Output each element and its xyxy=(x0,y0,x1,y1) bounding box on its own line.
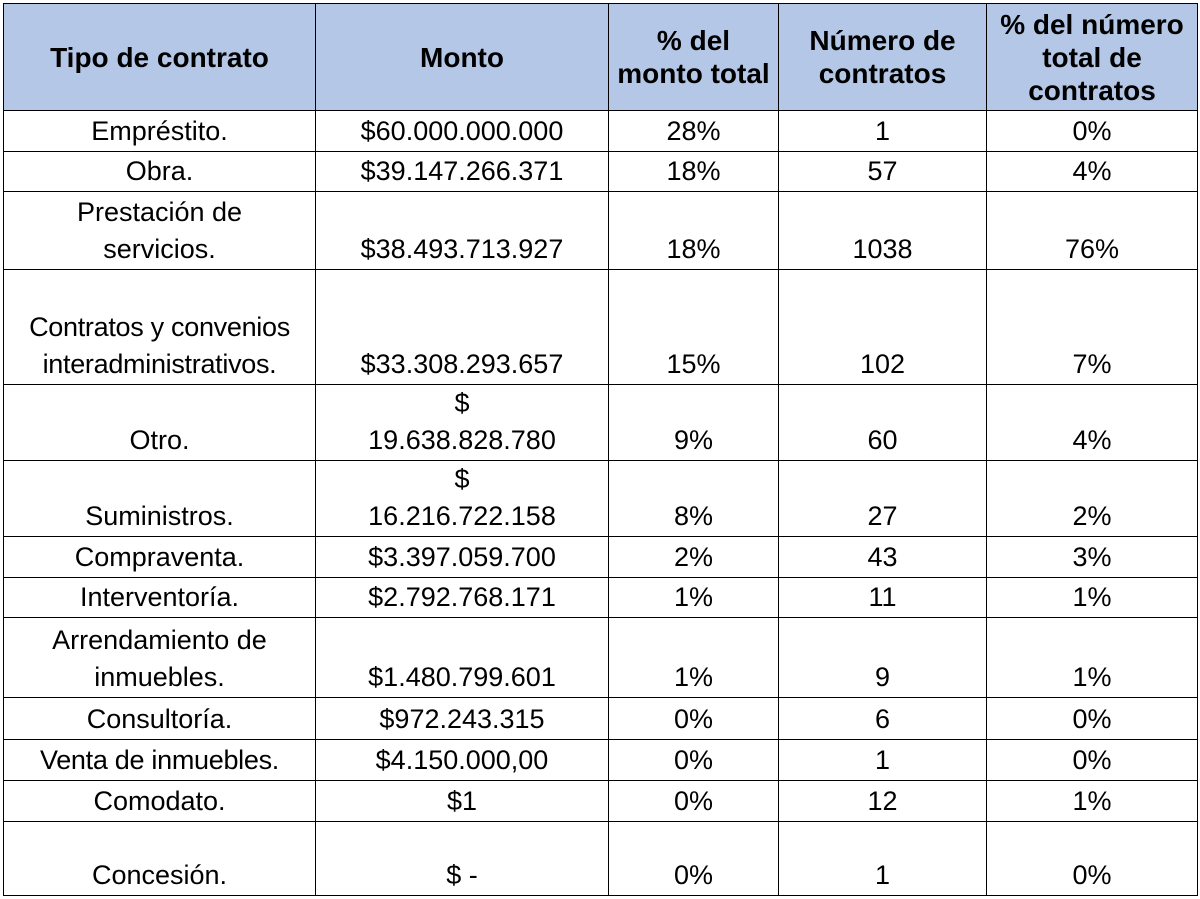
cell-monto: $4.150.000,00 xyxy=(316,739,609,780)
cell-pct-monto: 1% xyxy=(609,578,779,618)
table-row xyxy=(4,111,1198,152)
cell-numero: 27 xyxy=(779,460,987,536)
cell-numero: 102 xyxy=(779,270,987,384)
cell-pct-numero: 1% xyxy=(987,780,1198,821)
cell-numero: 1 xyxy=(779,739,987,780)
cell-numero: 57 xyxy=(779,152,987,192)
table-row xyxy=(4,739,1198,780)
table-row xyxy=(4,537,1198,578)
cell-pct-monto: 15% xyxy=(609,270,779,384)
cell-pct-monto: 8% xyxy=(609,460,779,536)
cell-tipo: Obra. xyxy=(4,152,316,192)
cell-pct-numero: 0% xyxy=(987,111,1198,152)
cell-tipo: Empréstito. xyxy=(4,111,316,152)
cell-numero: 1 xyxy=(779,111,987,152)
cell-monto: $3.397.059.700 xyxy=(316,537,609,578)
cell-monto: $38.493.713.927 xyxy=(316,192,609,270)
cell-tipo: Venta de inmuebles. xyxy=(4,739,316,780)
cell-tipo: Suministros. xyxy=(4,460,316,536)
cell-tipo: Arrendamiento de inmuebles. xyxy=(4,618,316,698)
header-tipo: Tipo de contrato xyxy=(4,4,316,111)
cell-numero: 1038 xyxy=(779,192,987,270)
cell-monto: $39.147.266.371 xyxy=(316,152,609,192)
cell-tipo: Interventoría. xyxy=(4,578,316,618)
cell-monto: $972.243.315 xyxy=(316,698,609,739)
cell-pct-monto: 2% xyxy=(609,537,779,578)
header-row xyxy=(4,4,1198,111)
cell-tipo: Otro. xyxy=(4,384,316,460)
cell-monto: $ - xyxy=(316,821,609,895)
table-row xyxy=(4,192,1198,270)
header-pct-monto: % del monto total xyxy=(609,4,779,111)
table-row xyxy=(4,384,1198,460)
cell-pct-monto: 28% xyxy=(609,111,779,152)
cell-pct-monto: 0% xyxy=(609,739,779,780)
table-row xyxy=(4,578,1198,618)
table-row xyxy=(4,780,1198,821)
cell-pct-numero: 1% xyxy=(987,618,1198,698)
cell-tipo: Contratos y convenios interadministrativos. xyxy=(4,270,316,384)
table-row xyxy=(4,618,1198,698)
cell-numero: 6 xyxy=(779,698,987,739)
table-row xyxy=(4,698,1198,739)
cell-pct-numero: 0% xyxy=(987,739,1198,780)
cell-pct-numero: 0% xyxy=(987,821,1198,895)
cell-monto: $ 16.216.722.158 xyxy=(316,460,609,536)
cell-pct-numero: 4% xyxy=(987,152,1198,192)
header-numero: Número de contratos xyxy=(779,4,987,111)
cell-numero: 43 xyxy=(779,537,987,578)
cell-monto: $60.000.000.000 xyxy=(316,111,609,152)
contracts-table xyxy=(3,3,1198,896)
header-pct-numero: % del número total de contratos xyxy=(987,4,1198,111)
cell-tipo: Comodato. xyxy=(4,780,316,821)
cell-pct-monto: 1% xyxy=(609,618,779,698)
cell-tipo: Prestación de servicios. xyxy=(4,192,316,270)
cell-pct-numero: 0% xyxy=(987,698,1198,739)
cell-monto: $1 xyxy=(316,780,609,821)
cell-pct-monto: 18% xyxy=(609,152,779,192)
cell-tipo: Concesión. xyxy=(4,821,316,895)
cell-pct-numero: 3% xyxy=(987,537,1198,578)
cell-monto: $33.308.293.657 xyxy=(316,270,609,384)
cell-pct-monto: 0% xyxy=(609,698,779,739)
cell-pct-monto: 18% xyxy=(609,192,779,270)
cell-pct-numero: 2% xyxy=(987,460,1198,536)
cell-numero: 60 xyxy=(779,384,987,460)
cell-pct-monto: 0% xyxy=(609,780,779,821)
cell-pct-monto: 9% xyxy=(609,384,779,460)
cell-monto: $1.480.799.601 xyxy=(316,618,609,698)
cell-pct-numero: 1% xyxy=(987,578,1198,618)
cell-monto: $ 19.638.828.780 xyxy=(316,384,609,460)
cell-numero: 12 xyxy=(779,780,987,821)
cell-numero: 9 xyxy=(779,618,987,698)
cell-pct-numero: 4% xyxy=(987,384,1198,460)
table-row xyxy=(4,270,1198,384)
table-row xyxy=(4,821,1198,895)
cell-pct-numero: 76% xyxy=(987,192,1198,270)
table-row xyxy=(4,460,1198,536)
header-monto: Monto xyxy=(316,4,609,111)
cell-tipo: Compraventa. xyxy=(4,537,316,578)
cell-monto: $2.792.768.171 xyxy=(316,578,609,618)
cell-numero: 1 xyxy=(779,821,987,895)
cell-numero: 11 xyxy=(779,578,987,618)
cell-tipo: Consultoría. xyxy=(4,698,316,739)
cell-pct-numero: 7% xyxy=(987,270,1198,384)
table-row xyxy=(4,152,1198,192)
cell-pct-monto: 0% xyxy=(609,821,779,895)
